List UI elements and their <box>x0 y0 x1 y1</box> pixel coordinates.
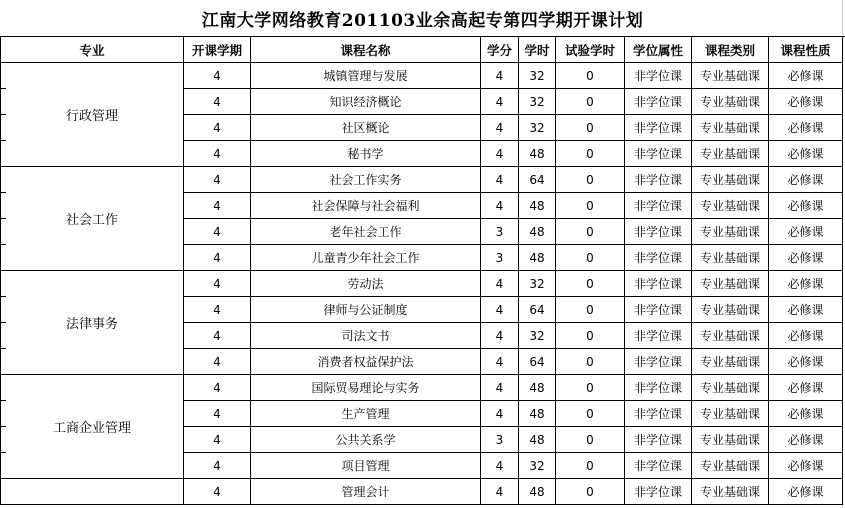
credits-cell[interactable]: 4 <box>481 375 519 401</box>
major-cell[interactable]: 法律事务 <box>1 271 184 375</box>
header-course-name[interactable]: 课程名称 <box>251 37 481 63</box>
course-nature-cell[interactable]: 必修课 <box>769 323 843 349</box>
sheet-title: 江南大学网络教育201103业余高起专第四学期开课计划 <box>0 0 845 37</box>
degree-attr-cell[interactable]: 非学位课 <box>625 193 692 219</box>
lab-hours-cell[interactable]: 0 <box>556 271 625 297</box>
course-category-cell[interactable]: 专业基础课 <box>692 297 769 323</box>
course-name-cell[interactable]: 城镇管理与发展 <box>251 63 481 89</box>
course-name-cell[interactable]: 社区概论 <box>251 115 481 141</box>
hours-cell[interactable]: 48 <box>519 193 556 219</box>
course-name-cell[interactable]: 项目管理 <box>251 453 481 479</box>
table-body <box>1 63 843 505</box>
degree-attr-cell[interactable]: 非学位课 <box>625 453 692 479</box>
course-category-cell[interactable]: 专业基础课 <box>692 141 769 167</box>
course-category-cell[interactable]: 专业基础课 <box>692 89 769 115</box>
lab-hours-cell[interactable]: 0 <box>556 323 625 349</box>
degree-attr-cell[interactable]: 非学位课 <box>625 479 692 505</box>
semester-cell[interactable]: 4 <box>184 193 251 219</box>
credits-cell[interactable]: 4 <box>481 297 519 323</box>
course-nature-cell[interactable]: 必修课 <box>769 349 843 375</box>
semester-cell[interactable]: 4 <box>184 89 251 115</box>
course-nature-cell[interactable]: 必修课 <box>769 193 843 219</box>
header-semester[interactable]: 开课学期 <box>184 37 251 63</box>
course-nature-cell[interactable]: 必修课 <box>769 245 843 271</box>
lab-hours-cell[interactable]: 0 <box>556 297 625 323</box>
degree-attr-cell[interactable]: 非学位课 <box>625 271 692 297</box>
semester-cell[interactable]: 4 <box>184 401 251 427</box>
semester-cell[interactable]: 4 <box>184 167 251 193</box>
course-category-cell[interactable]: 专业基础课 <box>692 115 769 141</box>
table-row <box>1 375 843 401</box>
lab-hours-cell[interactable]: 0 <box>556 479 625 505</box>
course-name-cell[interactable]: 社会工作实务 <box>251 167 481 193</box>
lab-hours-cell[interactable]: 0 <box>556 375 625 401</box>
course-nature-cell[interactable]: 必修课 <box>769 271 843 297</box>
course-nature-cell[interactable]: 必修课 <box>769 89 843 115</box>
degree-attr-cell[interactable]: 非学位课 <box>625 63 692 89</box>
course-nature-cell[interactable]: 必修课 <box>769 479 843 505</box>
course-nature-cell[interactable]: 必修课 <box>769 453 843 479</box>
course-nature-cell[interactable]: 必修课 <box>769 141 843 167</box>
lab-hours-cell[interactable]: 0 <box>556 193 625 219</box>
major-cell[interactable]: 工商企业管理 <box>1 375 184 479</box>
lab-hours-cell[interactable]: 0 <box>556 167 625 193</box>
header-course-category[interactable]: 课程类别 <box>692 37 769 63</box>
course-name-cell[interactable]: 管理会计 <box>251 479 481 505</box>
course-nature-cell[interactable]: 必修课 <box>769 427 843 453</box>
major-cell[interactable]: 社会工作 <box>1 167 184 271</box>
course-category-cell[interactable]: 专业基础课 <box>692 167 769 193</box>
course-category-cell[interactable]: 专业基础课 <box>692 349 769 375</box>
degree-attr-cell[interactable]: 非学位课 <box>625 375 692 401</box>
course-category-cell[interactable]: 专业基础课 <box>692 479 769 505</box>
degree-attr-cell[interactable]: 非学位课 <box>625 141 692 167</box>
credits-cell[interactable]: 3 <box>481 427 519 453</box>
header-course-nature[interactable]: 课程性质 <box>769 37 843 63</box>
course-nature-cell[interactable]: 必修课 <box>769 167 843 193</box>
course-name-cell[interactable]: 劳动法 <box>251 271 481 297</box>
hours-cell[interactable]: 32 <box>519 115 556 141</box>
course-category-cell[interactable]: 专业基础课 <box>692 375 769 401</box>
degree-attr-cell[interactable]: 非学位课 <box>625 219 692 245</box>
degree-attr-cell[interactable]: 非学位课 <box>625 349 692 375</box>
course-plan-table <box>0 36 843 505</box>
course-name-cell[interactable]: 国际贸易理论与实务 <box>251 375 481 401</box>
lab-hours-cell[interactable]: 0 <box>556 401 625 427</box>
degree-attr-cell[interactable]: 非学位课 <box>625 245 692 271</box>
hours-cell[interactable]: 32 <box>519 453 556 479</box>
semester-cell[interactable]: 4 <box>184 297 251 323</box>
major-cell[interactable] <box>1 479 184 505</box>
credits-cell[interactable]: 4 <box>481 167 519 193</box>
course-category-cell[interactable]: 专业基础课 <box>692 245 769 271</box>
course-nature-cell[interactable]: 必修课 <box>769 219 843 245</box>
hours-cell[interactable]: 48 <box>519 141 556 167</box>
credits-cell[interactable]: 3 <box>481 245 519 271</box>
table-row <box>1 271 843 297</box>
semester-cell[interactable]: 4 <box>184 63 251 89</box>
course-name-cell[interactable]: 司法文书 <box>251 323 481 349</box>
semester-cell[interactable]: 4 <box>184 453 251 479</box>
course-name-cell[interactable]: 老年社会工作 <box>251 219 481 245</box>
course-category-cell[interactable]: 专业基础课 <box>692 401 769 427</box>
degree-attr-cell[interactable]: 非学位课 <box>625 167 692 193</box>
header-credits[interactable]: 学分 <box>481 37 519 63</box>
course-name-cell[interactable]: 生产管理 <box>251 401 481 427</box>
course-name-cell[interactable]: 社会保障与社会福利 <box>251 193 481 219</box>
table-row <box>1 63 843 89</box>
credits-cell[interactable]: 4 <box>481 193 519 219</box>
course-category-cell[interactable]: 专业基础课 <box>692 453 769 479</box>
course-name-cell[interactable]: 消费者权益保护法 <box>251 349 481 375</box>
course-name-cell[interactable]: 知识经济概论 <box>251 89 481 115</box>
course-nature-cell[interactable]: 必修课 <box>769 63 843 89</box>
lab-hours-cell[interactable]: 0 <box>556 349 625 375</box>
hours-cell[interactable]: 48 <box>519 219 556 245</box>
hours-cell[interactable]: 64 <box>519 167 556 193</box>
course-category-cell[interactable]: 专业基础课 <box>692 63 769 89</box>
hours-cell[interactable]: 32 <box>519 89 556 115</box>
semester-cell[interactable]: 4 <box>184 427 251 453</box>
lab-hours-cell[interactable]: 0 <box>556 219 625 245</box>
degree-attr-cell[interactable]: 非学位课 <box>625 401 692 427</box>
lab-hours-cell[interactable]: 0 <box>556 115 625 141</box>
hours-cell[interactable]: 32 <box>519 323 556 349</box>
course-name-cell[interactable]: 秘书学 <box>251 141 481 167</box>
degree-attr-cell[interactable]: 非学位课 <box>625 115 692 141</box>
semester-cell[interactable]: 4 <box>184 375 251 401</box>
lab-hours-cell[interactable]: 0 <box>556 63 625 89</box>
degree-attr-cell[interactable]: 非学位课 <box>625 89 692 115</box>
credits-cell[interactable]: 4 <box>481 115 519 141</box>
table-row <box>1 167 843 193</box>
major-cell[interactable]: 行政管理 <box>1 63 184 167</box>
course-name-cell[interactable]: 公共关系学 <box>251 427 481 453</box>
course-category-cell[interactable]: 专业基础课 <box>692 427 769 453</box>
hours-cell[interactable]: 48 <box>519 401 556 427</box>
hours-cell[interactable]: 64 <box>519 297 556 323</box>
semester-cell[interactable]: 4 <box>184 245 251 271</box>
credits-cell[interactable]: 4 <box>481 141 519 167</box>
degree-attr-cell[interactable]: 非学位课 <box>625 323 692 349</box>
lab-hours-cell[interactable]: 0 <box>556 141 625 167</box>
course-category-cell[interactable]: 专业基础课 <box>692 193 769 219</box>
table-row <box>1 479 843 505</box>
course-nature-cell[interactable]: 必修课 <box>769 115 843 141</box>
hours-cell[interactable]: 32 <box>519 271 556 297</box>
lab-hours-cell[interactable]: 0 <box>556 427 625 453</box>
hours-cell[interactable]: 48 <box>519 427 556 453</box>
semester-cell[interactable]: 4 <box>184 219 251 245</box>
hours-cell[interactable]: 48 <box>519 245 556 271</box>
course-nature-cell[interactable]: 必修课 <box>769 375 843 401</box>
hours-cell[interactable]: 64 <box>519 349 556 375</box>
credits-cell[interactable]: 4 <box>481 89 519 115</box>
lab-hours-cell[interactable]: 0 <box>556 89 625 115</box>
course-category-cell[interactable]: 专业基础课 <box>692 323 769 349</box>
credits-cell[interactable]: 4 <box>481 453 519 479</box>
course-nature-cell[interactable]: 必修课 <box>769 297 843 323</box>
credits-cell[interactable]: 4 <box>481 401 519 427</box>
lab-hours-cell[interactable]: 0 <box>556 245 625 271</box>
course-name-cell[interactable]: 律师与公证制度 <box>251 297 481 323</box>
credits-cell[interactable]: 4 <box>481 271 519 297</box>
degree-attr-cell[interactable]: 非学位课 <box>625 297 692 323</box>
course-category-cell[interactable]: 专业基础课 <box>692 271 769 297</box>
degree-attr-cell[interactable]: 非学位课 <box>625 427 692 453</box>
header-major[interactable]: 专业 <box>1 37 184 63</box>
hours-cell[interactable]: 48 <box>519 479 556 505</box>
course-category-cell[interactable]: 专业基础课 <box>692 219 769 245</box>
semester-cell[interactable]: 4 <box>184 271 251 297</box>
semester-cell[interactable]: 4 <box>184 349 251 375</box>
semester-cell[interactable]: 4 <box>184 141 251 167</box>
header-hours[interactable]: 学时 <box>519 37 556 63</box>
hours-cell[interactable]: 32 <box>519 63 556 89</box>
credits-cell[interactable]: 4 <box>481 479 519 505</box>
lab-hours-cell[interactable]: 0 <box>556 453 625 479</box>
header-lab-hours[interactable]: 试验学时 <box>556 37 625 63</box>
course-nature-cell[interactable]: 必修课 <box>769 401 843 427</box>
semester-cell[interactable]: 4 <box>184 115 251 141</box>
header-degree-attr[interactable]: 学位属性 <box>625 37 692 63</box>
credits-cell[interactable]: 4 <box>481 323 519 349</box>
semester-cell[interactable]: 4 <box>184 323 251 349</box>
header-row <box>1 37 843 63</box>
credits-cell[interactable]: 3 <box>481 219 519 245</box>
hours-cell[interactable]: 48 <box>519 375 556 401</box>
credits-cell[interactable]: 4 <box>481 349 519 375</box>
semester-cell[interactable]: 4 <box>184 479 251 505</box>
course-name-cell[interactable]: 儿童青少年社会工作 <box>251 245 481 271</box>
credits-cell[interactable]: 4 <box>481 63 519 89</box>
